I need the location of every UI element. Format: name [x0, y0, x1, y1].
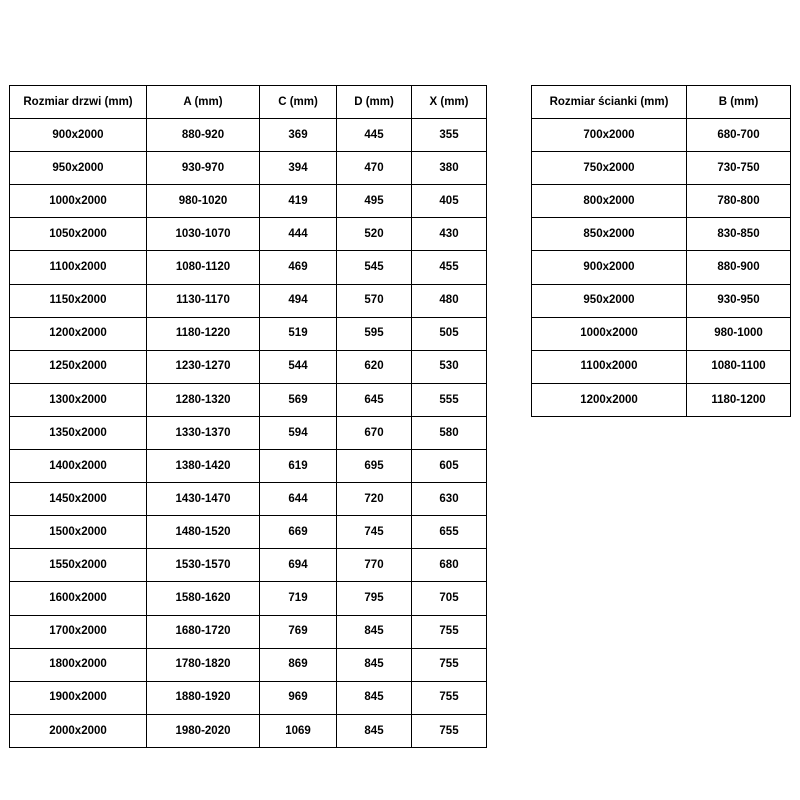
cell-door-size: 1050x2000 — [10, 218, 147, 251]
cell-wall-size: 800x2000 — [532, 185, 687, 218]
cell-d: 695 — [337, 450, 412, 483]
wall-size-table — [531, 85, 791, 417]
cell-c: 494 — [260, 284, 337, 317]
table-row — [10, 714, 487, 747]
table-row — [532, 284, 791, 317]
cell-d: 845 — [337, 681, 412, 714]
cell-x: 580 — [412, 416, 487, 449]
cell-a: 1130-1170 — [147, 284, 260, 317]
cell-d: 570 — [337, 284, 412, 317]
cell-wall-size: 1200x2000 — [532, 383, 687, 416]
cell-b: 930-950 — [687, 284, 791, 317]
cell-door-size: 950x2000 — [10, 152, 147, 185]
cell-a: 1880-1920 — [147, 681, 260, 714]
cell-c: 669 — [260, 516, 337, 549]
column-header-door-size: Rozmiar drzwi (mm) — [10, 86, 147, 119]
cell-a: 1780-1820 — [147, 648, 260, 681]
cell-x: 455 — [412, 251, 487, 284]
cell-b: 880-900 — [687, 251, 791, 284]
cell-x: 405 — [412, 185, 487, 218]
cell-door-size: 1100x2000 — [10, 251, 147, 284]
cell-c: 969 — [260, 681, 337, 714]
table-row — [10, 416, 487, 449]
cell-d: 770 — [337, 549, 412, 582]
cell-a: 1530-1570 — [147, 549, 260, 582]
cell-c: 1069 — [260, 714, 337, 747]
table-row — [532, 185, 791, 218]
cell-c: 644 — [260, 483, 337, 516]
cell-x: 355 — [412, 119, 487, 152]
cell-d: 445 — [337, 119, 412, 152]
cell-door-size: 2000x2000 — [10, 714, 147, 747]
table-row — [10, 185, 487, 218]
cell-a: 1980-2020 — [147, 714, 260, 747]
cell-b: 780-800 — [687, 185, 791, 218]
cell-door-size: 900x2000 — [10, 119, 147, 152]
table-row — [532, 383, 791, 416]
table-header-row — [532, 86, 791, 119]
cell-b: 830-850 — [687, 218, 791, 251]
cell-door-size: 1150x2000 — [10, 284, 147, 317]
cell-d: 620 — [337, 350, 412, 383]
cell-x: 755 — [412, 615, 487, 648]
cell-d: 470 — [337, 152, 412, 185]
cell-door-size: 1000x2000 — [10, 185, 147, 218]
cell-x: 430 — [412, 218, 487, 251]
cell-a: 930-970 — [147, 152, 260, 185]
cell-c: 769 — [260, 615, 337, 648]
cell-a: 880-920 — [147, 119, 260, 152]
table-header-row — [10, 86, 487, 119]
table-row — [10, 284, 487, 317]
cell-c: 369 — [260, 119, 337, 152]
table-row — [10, 582, 487, 615]
cell-door-size: 1800x2000 — [10, 648, 147, 681]
cell-a: 1380-1420 — [147, 450, 260, 483]
cell-d: 745 — [337, 516, 412, 549]
table-row — [10, 350, 487, 383]
cell-c: 619 — [260, 450, 337, 483]
cell-wall-size: 750x2000 — [532, 152, 687, 185]
cell-wall-size: 700x2000 — [532, 119, 687, 152]
cell-wall-size: 1100x2000 — [532, 350, 687, 383]
table-row — [532, 152, 791, 185]
cell-c: 694 — [260, 549, 337, 582]
cell-d: 845 — [337, 615, 412, 648]
cell-b: 980-1000 — [687, 317, 791, 350]
cell-x: 705 — [412, 582, 487, 615]
column-header-c: C (mm) — [260, 86, 337, 119]
cell-wall-size: 850x2000 — [532, 218, 687, 251]
column-header-x: X (mm) — [412, 86, 487, 119]
cell-x: 480 — [412, 284, 487, 317]
table-row — [10, 681, 487, 714]
cell-a: 980-1020 — [147, 185, 260, 218]
cell-x: 555 — [412, 383, 487, 416]
cell-door-size: 1200x2000 — [10, 317, 147, 350]
cell-d: 795 — [337, 582, 412, 615]
table-row — [10, 648, 487, 681]
cell-a: 1230-1270 — [147, 350, 260, 383]
table-row — [10, 549, 487, 582]
cell-wall-size: 1000x2000 — [532, 317, 687, 350]
cell-a: 1430-1470 — [147, 483, 260, 516]
table-row — [532, 119, 791, 152]
cell-door-size: 1450x2000 — [10, 483, 147, 516]
cell-door-size: 1700x2000 — [10, 615, 147, 648]
cell-door-size: 1250x2000 — [10, 350, 147, 383]
cell-door-size: 1500x2000 — [10, 516, 147, 549]
cell-c: 869 — [260, 648, 337, 681]
cell-door-size: 1400x2000 — [10, 450, 147, 483]
column-header-b: B (mm) — [687, 86, 791, 119]
cell-d: 845 — [337, 648, 412, 681]
column-header-wall-size: Rozmiar ścianki (mm) — [532, 86, 687, 119]
cell-x: 655 — [412, 516, 487, 549]
cell-wall-size: 950x2000 — [532, 284, 687, 317]
cell-x: 380 — [412, 152, 487, 185]
cell-c: 594 — [260, 416, 337, 449]
cell-a: 1680-1720 — [147, 615, 260, 648]
cell-d: 595 — [337, 317, 412, 350]
cell-d: 545 — [337, 251, 412, 284]
cell-a: 1580-1620 — [147, 582, 260, 615]
cell-door-size: 1300x2000 — [10, 383, 147, 416]
cell-x: 605 — [412, 450, 487, 483]
cell-b: 1080-1100 — [687, 350, 791, 383]
cell-d: 845 — [337, 714, 412, 747]
table-row — [532, 350, 791, 383]
cell-c: 469 — [260, 251, 337, 284]
cell-door-size: 1550x2000 — [10, 549, 147, 582]
cell-a: 1280-1320 — [147, 383, 260, 416]
cell-c: 544 — [260, 350, 337, 383]
cell-x: 530 — [412, 350, 487, 383]
cell-b: 680-700 — [687, 119, 791, 152]
cell-door-size: 1900x2000 — [10, 681, 147, 714]
cell-x: 680 — [412, 549, 487, 582]
table-row — [10, 516, 487, 549]
cell-d: 495 — [337, 185, 412, 218]
table-row — [10, 450, 487, 483]
table-row — [10, 615, 487, 648]
table-row — [10, 119, 487, 152]
cell-x: 755 — [412, 681, 487, 714]
cell-wall-size: 900x2000 — [532, 251, 687, 284]
table-row — [10, 251, 487, 284]
cell-a: 1180-1220 — [147, 317, 260, 350]
cell-d: 645 — [337, 383, 412, 416]
cell-a: 1030-1070 — [147, 218, 260, 251]
cell-c: 569 — [260, 383, 337, 416]
cell-x: 755 — [412, 648, 487, 681]
cell-d: 720 — [337, 483, 412, 516]
table-row — [10, 483, 487, 516]
cell-a: 1080-1120 — [147, 251, 260, 284]
cell-b: 730-750 — [687, 152, 791, 185]
table-row — [532, 218, 791, 251]
cell-c: 444 — [260, 218, 337, 251]
cell-x: 755 — [412, 714, 487, 747]
cell-c: 519 — [260, 317, 337, 350]
cell-x: 630 — [412, 483, 487, 516]
column-header-d: D (mm) — [337, 86, 412, 119]
cell-x: 505 — [412, 317, 487, 350]
table-row — [532, 251, 791, 284]
cell-a: 1330-1370 — [147, 416, 260, 449]
cell-d: 520 — [337, 218, 412, 251]
cell-door-size: 1350x2000 — [10, 416, 147, 449]
column-header-a: A (mm) — [147, 86, 260, 119]
cell-door-size: 1600x2000 — [10, 582, 147, 615]
cell-c: 419 — [260, 185, 337, 218]
table-row — [10, 317, 487, 350]
table-row — [10, 152, 487, 185]
cell-a: 1480-1520 — [147, 516, 260, 549]
cell-b: 1180-1200 — [687, 383, 791, 416]
cell-d: 670 — [337, 416, 412, 449]
table-row — [532, 317, 791, 350]
table-row — [10, 218, 487, 251]
table-row — [10, 383, 487, 416]
cell-c: 719 — [260, 582, 337, 615]
door-size-table — [9, 85, 487, 748]
cell-c: 394 — [260, 152, 337, 185]
